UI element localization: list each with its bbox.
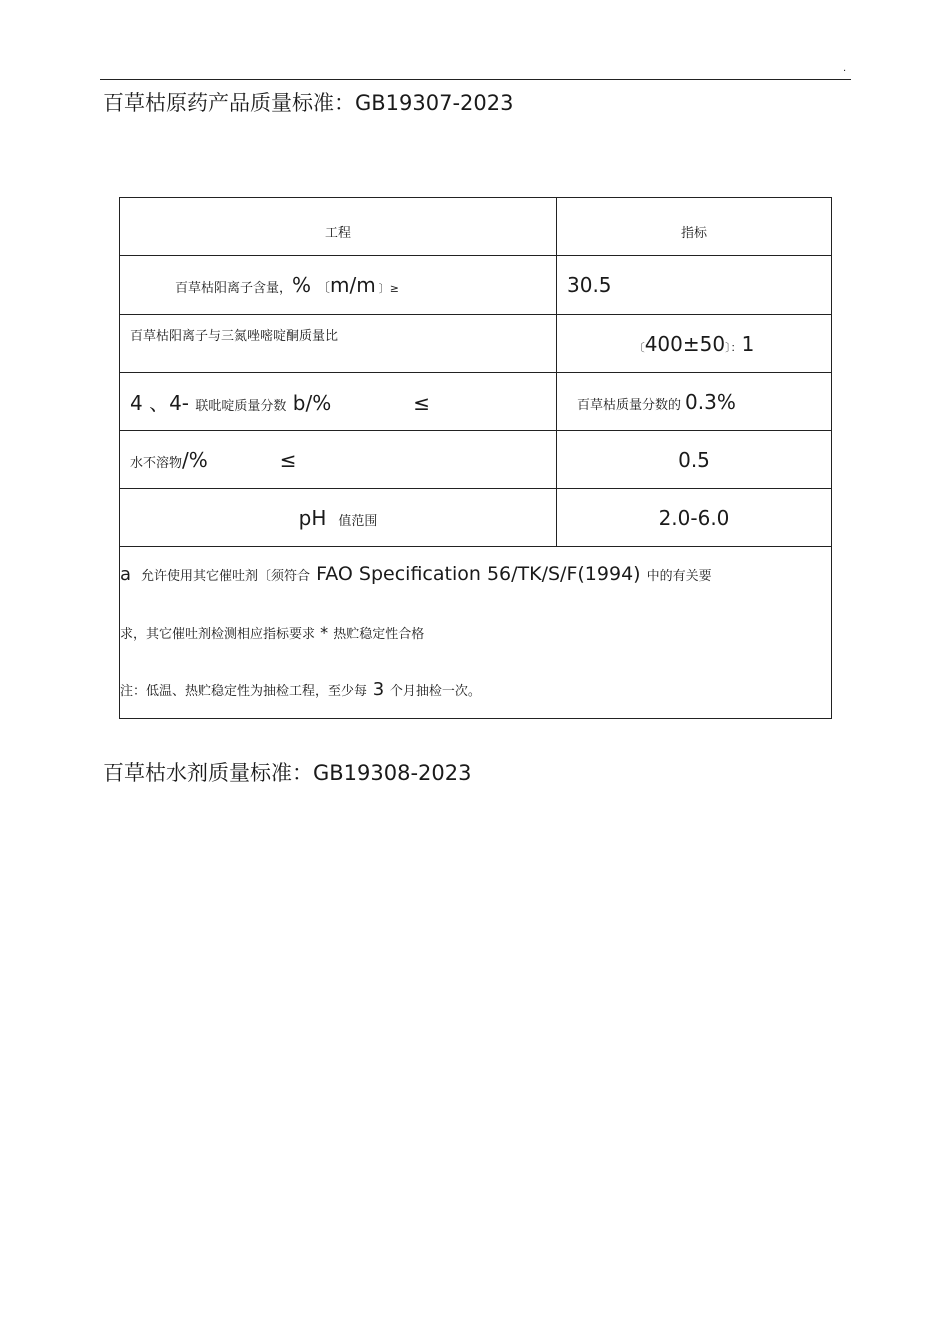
col-header-index: 指标 [557, 198, 832, 256]
col-header-item: 工程 [120, 198, 557, 256]
note-line-2: 求，其它催吐剂检测相应指标要求 * 热贮稳定性合格 [120, 623, 425, 642]
table-row [120, 315, 832, 373]
header-dot: . [843, 63, 847, 74]
table-row [120, 431, 832, 489]
note-line-3: 注：低温、热贮稳定性为抽检工程，至少每 3 个月抽检一次。 [120, 679, 481, 700]
row-item: 百草枯阳离子含量，% 〔m/m 〕≥ [120, 256, 557, 315]
note-line-1: a 允许使用其它催吐剂〔须符合 FAO Specification 56/TK/S/F(1994) 中的有关要 [120, 563, 712, 585]
row-item: 水不溶物/% ≤ [120, 431, 557, 489]
table-notes [120, 547, 832, 719]
table-row [120, 256, 832, 315]
heading-technical-standard: 百草枯原药产品质量标准：GB19307-2023 [103, 91, 514, 115]
row-item: 4 、4- 联吡啶质量分数 b/% ≤ [120, 373, 557, 431]
row-value: 2.0-6.0 [557, 489, 832, 547]
row-value: 百草枯质量分数的 0.3% [557, 373, 832, 431]
row-item: pH 值范围 [120, 489, 557, 547]
table-notes-row [120, 547, 832, 719]
heading-liquid-standard: 百草枯水剂质量标准：GB19308-2023 [103, 761, 472, 785]
header-rule [100, 79, 851, 80]
row-value: 〔400±50〕：1 [557, 315, 832, 373]
row-value: 0.5 [557, 431, 832, 489]
table-row [120, 489, 832, 547]
row-item: 百草枯阳离子与三氮唑嘧啶酮质量比 [120, 315, 557, 373]
quality-spec-table [119, 197, 832, 719]
table-row [120, 373, 832, 431]
table-header-row [120, 198, 832, 256]
row-value: 30.5 [557, 256, 832, 315]
